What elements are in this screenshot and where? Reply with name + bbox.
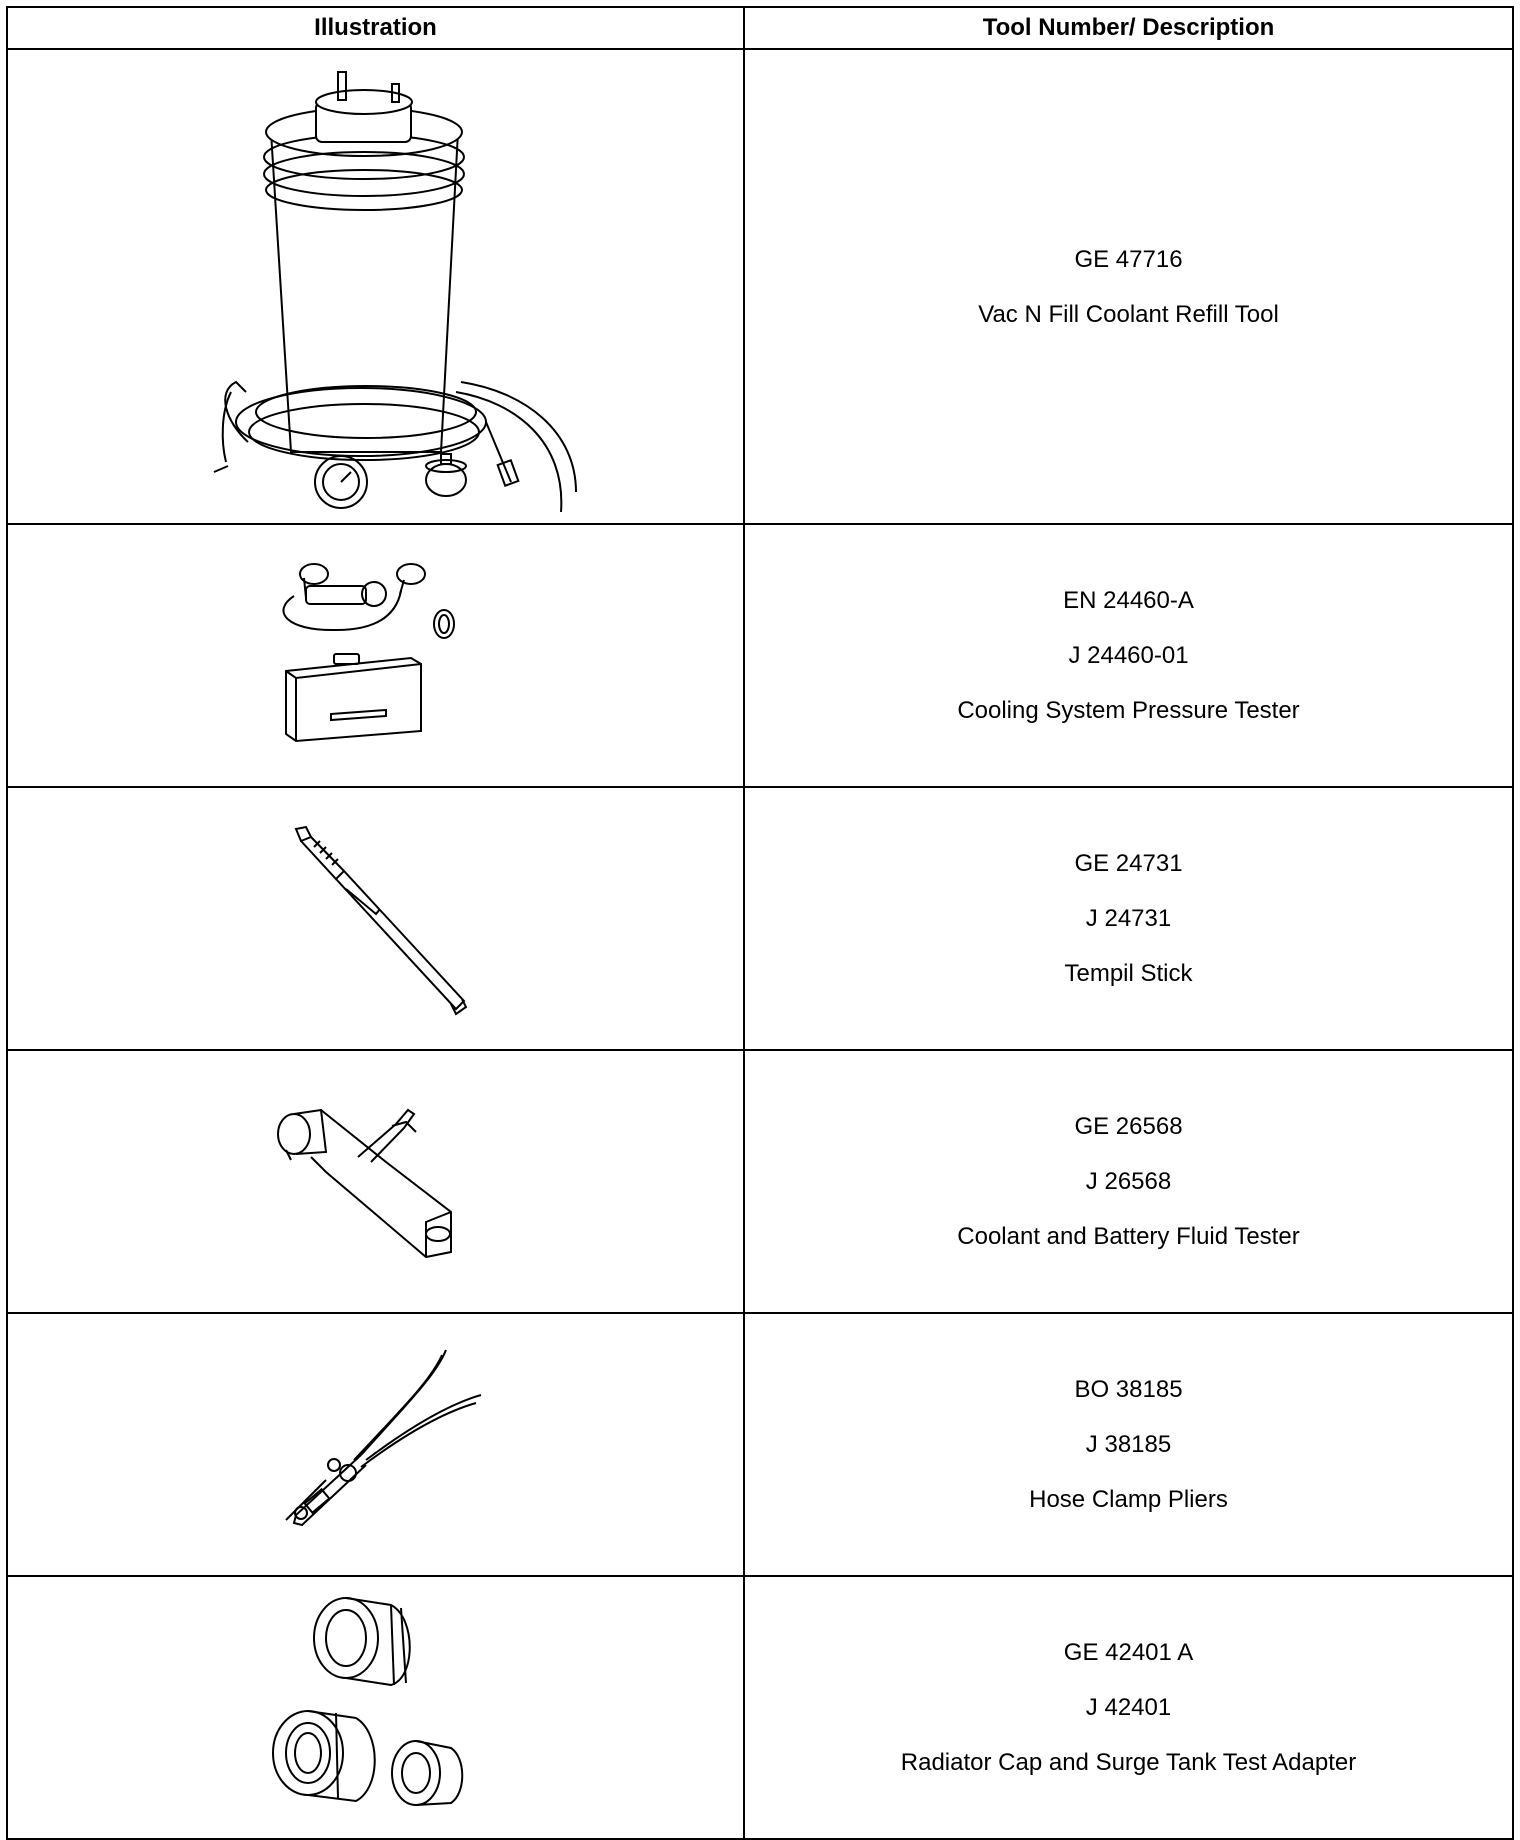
- hose-clamp-pliers-icon: [266, 1345, 486, 1545]
- tempil-stick-icon: [276, 819, 476, 1019]
- tool-description: Coolant and Battery Fluid Tester: [957, 1223, 1300, 1250]
- vac-n-fill-refill-tool-icon: [166, 62, 586, 512]
- description-cell: [744, 787, 1513, 1050]
- tool-description: Cooling System Pressure Tester: [957, 697, 1300, 724]
- tool-number: BO 38185: [1074, 1376, 1183, 1403]
- illustration-header: Illustration: [7, 7, 744, 49]
- description-cell: [744, 524, 1513, 787]
- tool-number: GE 42401 A: [1063, 1639, 1194, 1666]
- tool-header: Tool Number/ Description: [744, 7, 1513, 49]
- tool-description: Hose Clamp Pliers: [1029, 1486, 1228, 1513]
- description-cell: [744, 49, 1513, 524]
- tool-number-alt: J 24731: [1085, 905, 1172, 932]
- pressure-tester-kit-icon: [266, 556, 486, 756]
- tool-number-alt: J 26568: [1085, 1168, 1172, 1195]
- table-row: [7, 1050, 1513, 1313]
- illustration-cell: [7, 1050, 744, 1313]
- tool-description: Vac N Fill Coolant Refill Tool: [978, 300, 1279, 328]
- tool-number: GE 47716: [1074, 245, 1183, 273]
- illustration-cell: [7, 1576, 744, 1839]
- cap-adapter-icon: [266, 1593, 486, 1823]
- table-row: [7, 524, 1513, 787]
- table-row: [7, 49, 1513, 524]
- description-cell: [744, 1313, 1513, 1576]
- table-row: [7, 1576, 1513, 1839]
- tools-table: [6, 6, 1514, 1840]
- fluid-tester-icon: [266, 1102, 486, 1262]
- tool-description: Tempil Stick: [1064, 960, 1193, 987]
- description-cell: [744, 1576, 1513, 1839]
- description-cell: [744, 1050, 1513, 1313]
- tool-number-alt: J 42401: [1085, 1694, 1172, 1721]
- illustration-cell: [7, 787, 744, 1050]
- illustration-cell: [7, 524, 744, 787]
- tool-number-alt: J 38185: [1085, 1431, 1172, 1458]
- tool-number-alt: J 24460-01: [1068, 642, 1189, 669]
- tool-number: EN 24460-A: [1063, 587, 1194, 614]
- table-row: [7, 1313, 1513, 1576]
- illustration-cell: [7, 1313, 744, 1576]
- tool-number: GE 26568: [1074, 1113, 1183, 1140]
- table-row: [7, 787, 1513, 1050]
- tool-number: GE 24731: [1074, 850, 1183, 877]
- tool-description: Radiator Cap and Surge Tank Test Adapter: [900, 1749, 1357, 1776]
- illustration-cell: [7, 49, 744, 524]
- header-row: [7, 7, 1513, 49]
